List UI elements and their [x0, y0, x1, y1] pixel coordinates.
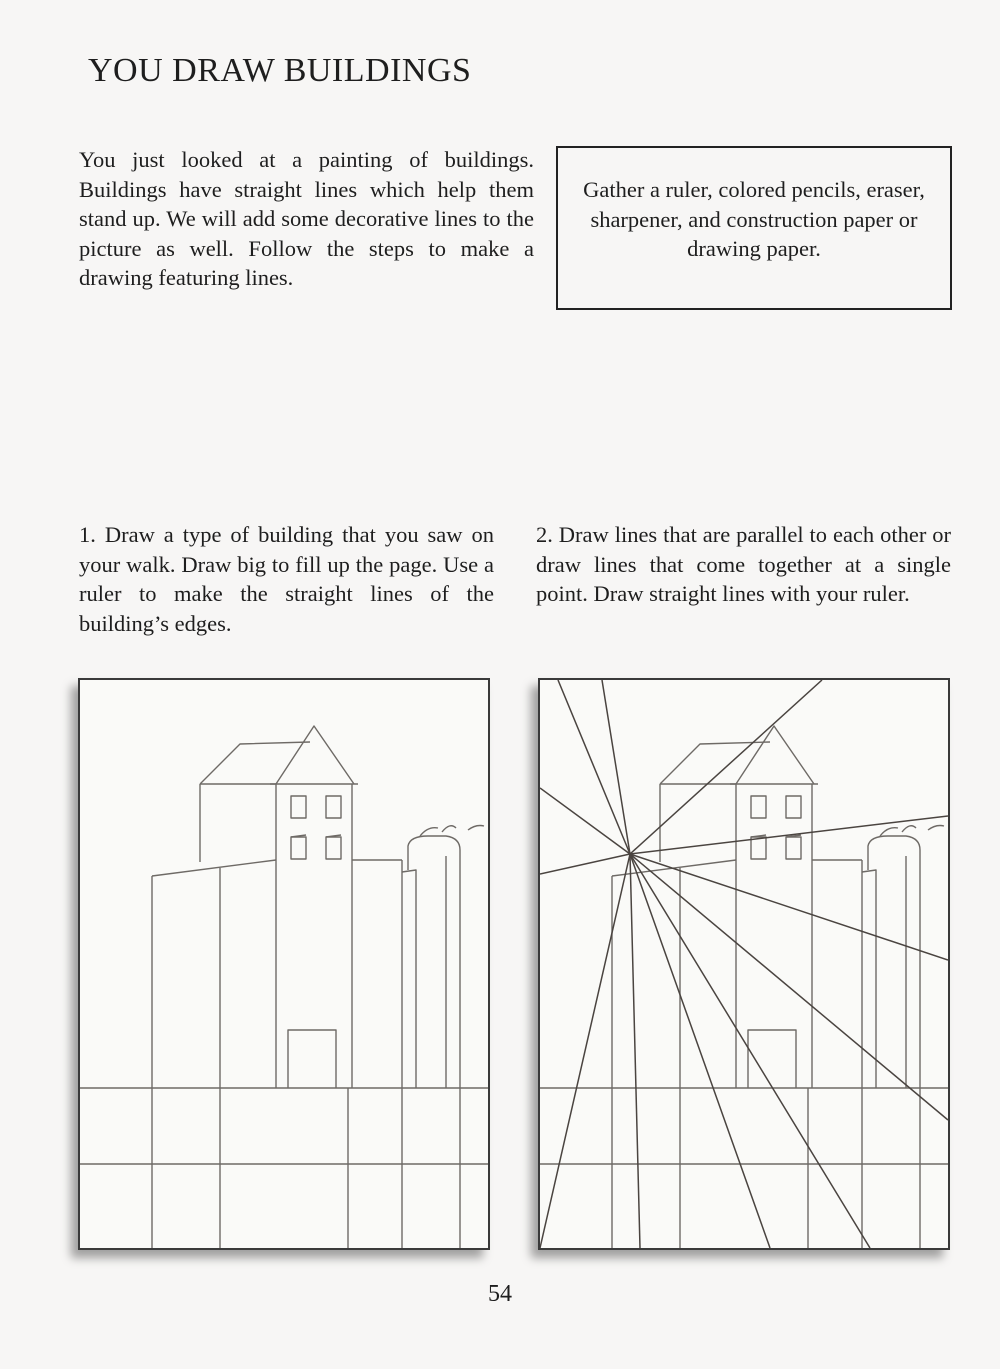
- silo-left: [402, 870, 416, 1088]
- step-2-text: 2. Draw lines that are parallel to each other or draw lines that come together at a single point. Draw straight lines with your ruler.: [536, 522, 951, 606]
- building-sketch: [80, 680, 488, 1248]
- ray: [602, 680, 630, 854]
- window: [291, 837, 306, 859]
- ray: [630, 854, 870, 1248]
- building-with-rays-sketch: [540, 680, 948, 1248]
- ray: [630, 680, 822, 854]
- page-number: 54: [488, 1281, 512, 1307]
- page-title: YOU DRAW BUILDINGS: [88, 52, 472, 89]
- tower-roof: [276, 726, 354, 784]
- window: [326, 796, 341, 818]
- ray: [540, 854, 630, 874]
- middle-block-top: [152, 860, 276, 876]
- ray: [630, 816, 948, 854]
- step-1-text: 1. Draw a type of building that you saw on your walk. Draw big to fill up the page. Use a ruler to make the straight lines of the building’s edges.: [79, 522, 494, 636]
- supplies-text: Gather a ruler, colored pencils, eraser, sharpener, and construction paper or drawing paper.: [583, 177, 925, 261]
- silo-top-detail: [420, 826, 484, 837]
- back-roof-line: [200, 742, 310, 784]
- intro-paragraph: You just looked at a painting of buildings. Buildings have straight lines which help them stand up. We will add some decorative lines to the picture as well. Follow the steps to make a drawing featuring lines.: [79, 147, 534, 290]
- step-1-drawing: [78, 678, 490, 1250]
- converging-rays: [540, 680, 948, 1248]
- ray: [630, 854, 948, 960]
- window: [326, 837, 341, 859]
- door: [288, 1030, 336, 1088]
- ray: [630, 854, 640, 1248]
- step-2-drawing: [538, 678, 950, 1250]
- ray: [540, 854, 630, 1248]
- silo-dome: [408, 836, 460, 870]
- supplies-box: [556, 146, 952, 310]
- window: [291, 796, 306, 818]
